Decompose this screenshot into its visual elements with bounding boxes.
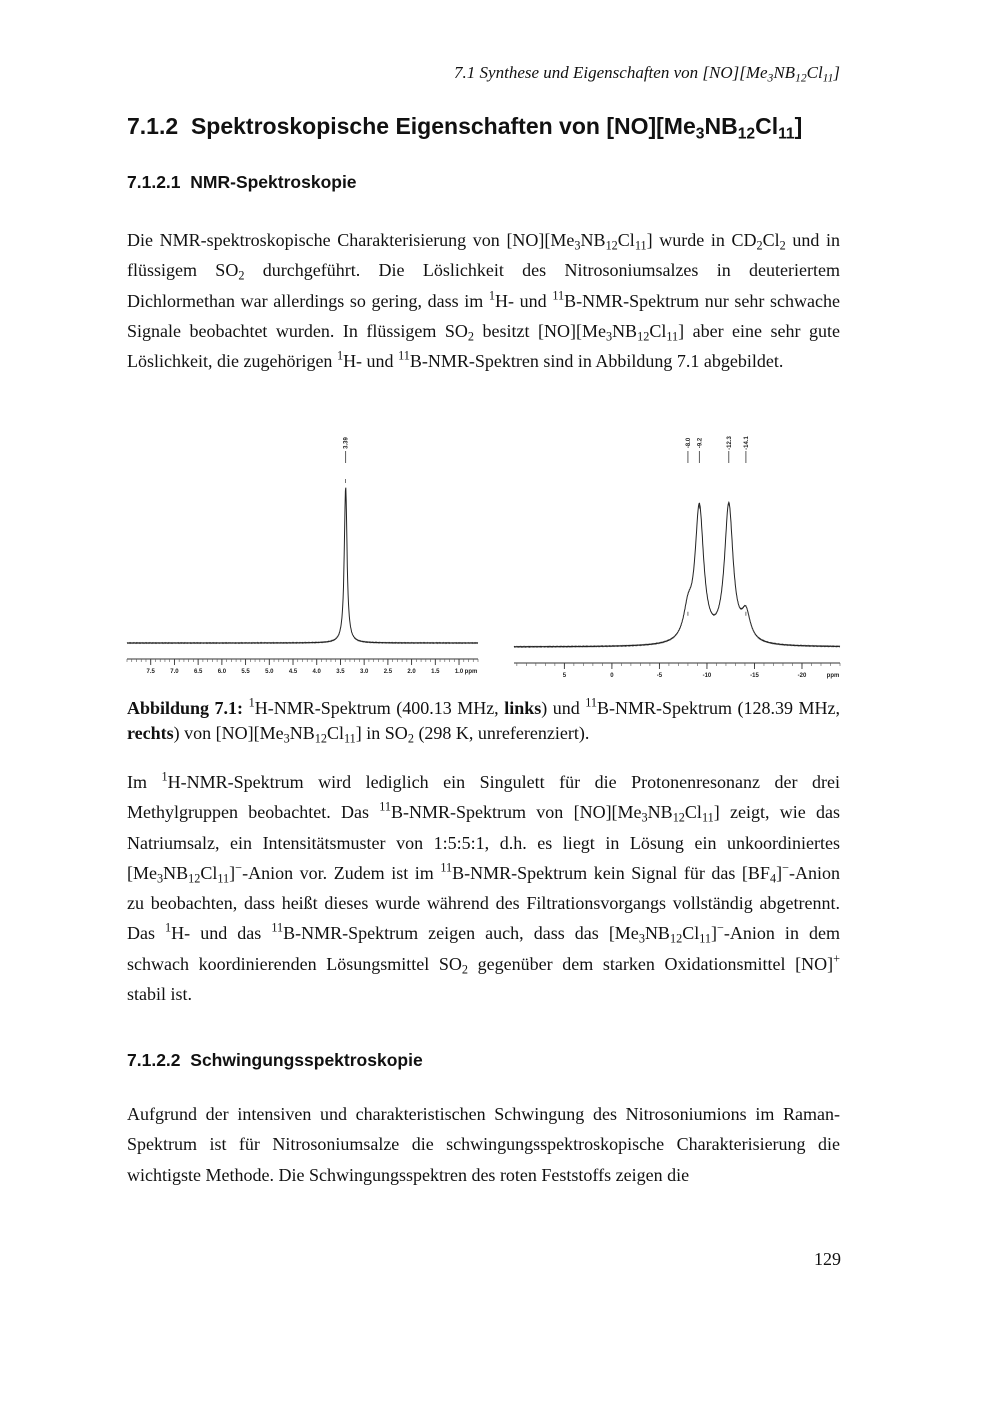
h-nmr-unit-label: ppm (464, 669, 478, 675)
nmr-spectra-figure (0, 415, 1000, 695)
h-nmr-tick-label: 6.0 (217, 669, 227, 675)
subsection-number: 7.1.2.2 (127, 1050, 181, 1070)
b-nmr-peak-label: -12.3 (726, 436, 733, 450)
paragraph-nmr-intro (127, 225, 840, 376)
paragraph-text: Aufgrund der intensiven und charakteristischen Schwingung des Nitrosoniumions im Raman-Spektrum ist für Nitrosoniumsalze die schwingungsspektroskopische Charakterisierung die wichtigste Methode. Die Schwingungsspektren des roten Feststoffs zeigen die (127, 1104, 840, 1185)
b-nmr-tick-label: -5 (656, 673, 663, 679)
h-nmr-tick-label: 1.5 (431, 669, 440, 675)
b-nmr-peak-label: -8.0 (685, 437, 692, 449)
h-nmr-tick-label: 5.0 (265, 669, 274, 675)
b-nmr-peak-label: -14.1 (743, 436, 750, 450)
h-nmr-tick-label: 7.0 (170, 669, 179, 675)
b-nmr-tick-label: -15 (750, 673, 759, 679)
figure-label: Abbildung 7.1: (127, 698, 244, 718)
h-nmr-tick-label: 2.0 (407, 669, 416, 675)
subsection-title: NMR-Spektroskopie (190, 172, 357, 192)
caption-part: B-NMR-Spektrum (128.39 MHz, (597, 698, 841, 718)
page-number (0, 1249, 841, 1270)
caption-part: ) von $[NO][Me_3NB_{12}Cl_{11}]$ in $SO_2$ (298 K, unreferenziert). (173, 723, 590, 746)
figure-caption: Abbildung 7.1: $^1$H-NMR-Spektrum (400.13 MHz, links) und $^{11}$B-NMR-Spektrum (128.39 MHz, rechts) von $[NO][Me_3NB_{12}Cl_{11}]$ in $SO_2$ (298 K, unreferenziert). (127, 695, 841, 746)
b-nmr-peak-label: -9.2 (697, 437, 704, 449)
h-nmr-tick-label: 3.5 (336, 669, 345, 675)
b-nmr-tick-label: -10 (702, 673, 712, 679)
section-heading (127, 113, 803, 143)
b-nmr-spectrum (514, 436, 840, 679)
caption-part: ) und (541, 698, 586, 718)
subsection-heading-vibrational (127, 1050, 423, 1071)
h-nmr-tick-label: 4.5 (288, 669, 298, 675)
b-nmr-tick-label: -20 (797, 673, 807, 679)
h-nmr-tick-label: 7.5 (146, 669, 155, 675)
paragraph-text: Im $^1$H-NMR-Spektrum wird lediglich ein Singulett für die Protonenresonanz der drei Methylgruppen beobachtet. Das $^{11}$B-NMR-Spektrum von $[NO][Me_3NB_{12}Cl_{11}]$ zeigt, wie das Natriumsalz, ein Intensitätsmuster von 1:5:5:1, d.h. es liegt in Lösung ein unkoordiniertes $[Me_3NB_{12}Cl_{11}]^-$-Anion vor. Zudem ist im $^{11}$B-NMR-Spektrum kein Signal für das $[BF_4]^-$-Anion zu beobachten, dass heißt dieses wurde während des Filtrationsvorgangs vollständig abgetrennt. Das $^1$H- und das $^{11}$B-NMR-Spektrum zeigen auch, dass das $[Me_3NB_{12}Cl_{11}]^-$-Anion in dem schwach koordinierenden Lösungsmittel $SO_2$ gegenüber dem starken Oxidationsmittel [NO]+ stabil ist. (127, 769, 840, 1005)
h-nmr-tick-label: 3.0 (359, 669, 369, 675)
subsection-heading-nmr (127, 172, 357, 193)
h-nmr-spectrum (127, 437, 478, 675)
b-nmr-unit-label: ppm (826, 673, 840, 679)
running-head-text: 7.1 Synthese und Eigenschaften von $[NO][Me_3NB_{12}Cl_{11}]$ (454, 63, 840, 85)
h-nmr-tick-label: 5.5 (241, 669, 250, 675)
subsection-number: 7.1.2.1 (127, 172, 181, 192)
section-number: 7.1.2 (127, 113, 179, 139)
h-nmr-trace (127, 488, 478, 644)
h-nmr-tick-label: 6.5 (193, 669, 203, 675)
h-nmr-tick-label: 1.0 (454, 669, 464, 675)
b-nmr-tick-label: 0 (610, 673, 614, 679)
paragraph-nmr-discussion (127, 767, 840, 1009)
caption-bold: rechts (127, 723, 174, 743)
b-nmr-tick-label: 5 (562, 673, 567, 679)
paragraph-vibrational (127, 1099, 840, 1190)
b-nmr-trace (514, 502, 840, 647)
h-nmr-peak-label: 3.39 (343, 437, 350, 449)
page-number-text: 129 (814, 1249, 841, 1269)
h-nmr-tick-label: 2.5 (383, 669, 393, 675)
caption-bold: links (504, 698, 542, 718)
running-head (0, 63, 840, 83)
h-nmr-tick-label: 4.0 (312, 669, 321, 675)
paragraph-text: Die NMR-spektroskopische Charakterisierung von $[NO][Me_3NB_{12}Cl_{11}]$ wurde in $CD_2Cl_2$ und in flüssigem $SO_2$ durchgeführt. Die Löslichkeit des Nitrosoniumsalzes in deuteriertem Dichlormethan war allerdings so gering, dass im $^1$H- und $^{11}$B-NMR-Spektrum nur sehr schwache Signale beobachtet wurden. In flüssigem $SO_2$ besitzt $[NO][Me_3NB_{12}Cl_{11}]$ aber eine sehr gute Löslichkeit, die zugehörigen $^1$H- und $^{11}$B-NMR-Spektren sind in Abbildung 7.1 abgebildet. (127, 230, 840, 372)
subsection-title: Schwingungsspektroskopie (190, 1050, 423, 1070)
section-title: Spektroskopische Eigenschaften von $[NO][Me_3NB_{12}Cl_{11}]$ (190, 113, 803, 143)
caption-part: H-NMR-Spektrum (400.13 MHz, (254, 698, 505, 718)
